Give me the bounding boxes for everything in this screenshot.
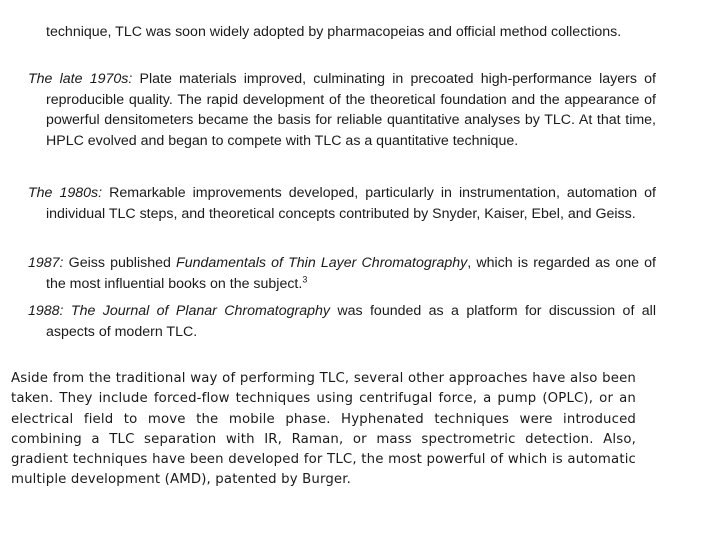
timeline-intro: [46, 22, 656, 43]
footnote-marker: 3: [302, 273, 308, 284]
entry-label: 1987:: [28, 255, 64, 271]
timeline-intro-text: technique, TLC was soon widely adopted by pharmacopeias and official method collections.: [46, 24, 622, 40]
entry-text-after: , which is regarded as one of the most influential books on the subject.: [46, 255, 657, 292]
entry-text: Plate materials improved, culminating in precoated high-performance layers of reproducible quality. The rapid development of the theoretical foundation and the appearance of powerful densitometers became the basis for reliable quantitative analyses by TLC. At that time, HPLC evolved and began to compete with TLC as a quantitative technique.: [46, 71, 656, 149]
timeline-entry-1988: [28, 301, 656, 342]
entry-label: The late 1970s:: [28, 71, 133, 87]
timeline-entry-1987: [28, 253, 656, 294]
entry-text: was founded as a platform for discussion of all aspects of modern TLC.: [46, 303, 656, 340]
entry-label: The 1980s:: [28, 185, 103, 201]
timeline-entry-late-1970s: [28, 69, 656, 151]
entry-text: Remarkable improvements developed, particularly in instrumentation, automation of individual TLC steps, and theoretical concepts contributed by Snyder, Kaiser, Ebel, and Geiss.: [46, 185, 656, 222]
entry-text-before: Geiss published: [63, 255, 177, 271]
book-title: Fundamentals of Thin Layer Chromatography: [176, 255, 468, 271]
body-paragraph: Aside from the traditional way of performing TLC, several other approaches have also been taken. They include forced-flow techniques using centrifugal force, a pump (OPLC), or an electrical field to move the mobile phase. Hyphenated techniques were introduced combining a TLC separation with IR, Raman, or mass spectrometric detection. Also, gradient techniques have been developed for TLC, the most powerful of which is automatic multiple development (AMD), patented by Burger.: [11, 371, 636, 488]
entry-label: 1988: The Journal of Planar Chromatography: [28, 303, 330, 319]
timeline-entry-1980s: [28, 183, 656, 224]
